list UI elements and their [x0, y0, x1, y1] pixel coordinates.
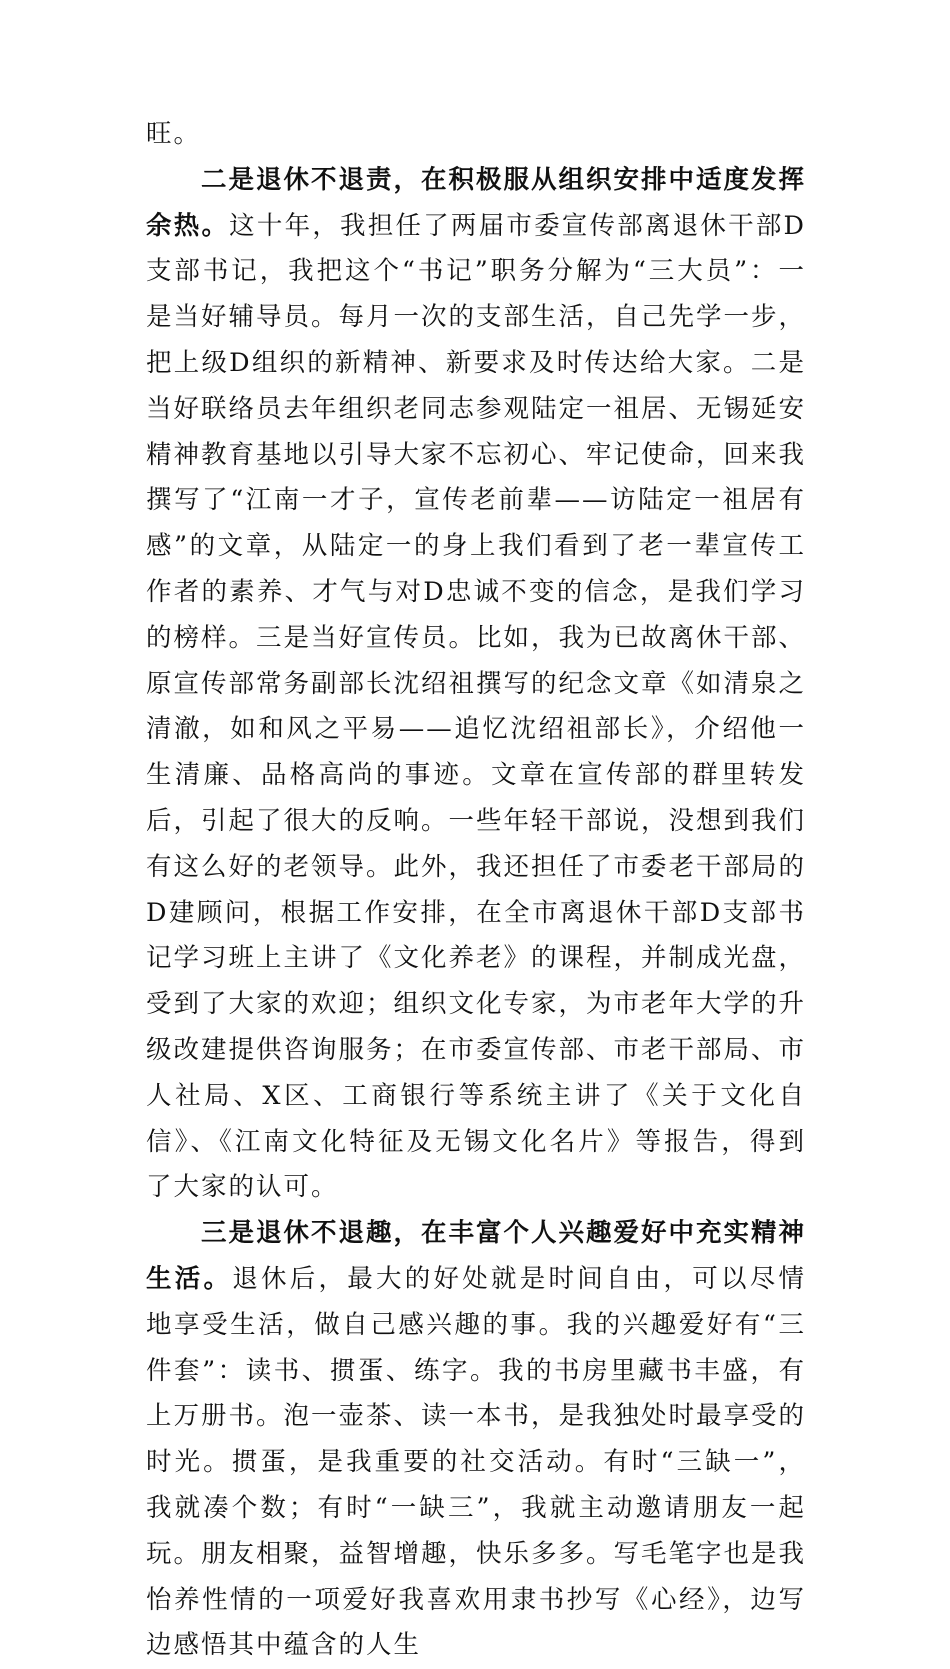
paragraph-continuation: [146, 112, 806, 158]
paragraph-text: 退休后，最大的好处就是时间自由，可以尽情地享受生活，做自己感兴趣的事。我的兴趣爱好有“三件套”：读书、掼蛋、练字。我的书房里藏书丰盛，有上万册书。泡一壶茶、读一本书，是我独处时最享受的时光。掼蛋，是我重要的社交活动。有时“三缺一”，我就凑个数；有时“一缺三”，我就主动邀请朋友一起玩。朋友相聚，益智增趣，快乐多多。写毛笔字也是我怡养性情的一项爱好我喜欢用隶书抄写《心经》，边写边感悟其中蕴含的人生: [146, 1263, 807, 1661]
paragraph-two: [146, 158, 806, 1211]
paragraph-lead: 二是退休不退责，在积极服从组织安排中适度发挥余热。: [146, 164, 807, 241]
paragraph-text: 这十年，我担任了两届市委宣传部离退休干部D支部书记，我把这个“书记”职务分解为“三大员”：一是当好辅导员。每月一次的支部生活，自己先学一步，把上级D组织的新精神、新要求及时传达给大家。二是当好联络员去年组织老同志参观陆定一祖居、无锡延安精神教育基地以引导大家不忘初心、牢记使命，回来我撰写了“江南一才子，宣传老前辈——访陆定一祖居有感”的文章，从陆定一的身上我们看到了老一辈宣传工作者的素养、才气与对D忠诚不变的信念，是我们学习的榜样。三是当好宣传员。比如，我为已故离休干部、原宣传部常务副部长沈绍祖撰写的纪念文章《如清泉之清澈，如和风之平易——追忆沈绍祖部长》，介绍他一生清廉、品格高尚的事迹。文章在宣传部的群里转发后，引起了很大的反响。一些年轻干部说，没想到我们有这么好的老领导。此外，我还担任了市委老干部局的D建顾问，根据工作安排，在全市离退休干部D支部书记学习班上主讲了《文化养老》的课程，并制成光盘，受到了大家的欢迎；组织文化专家，为市老年大学的升级改建提供咨询服务；在市委宣传部、市老干部局、市人社局、X区、工商银行等系统主讲了《关于文化自信》、《江南文化特征及无锡文化名片》等报告，得到了大家的认可。: [146, 210, 807, 1203]
paragraph-text: 旺。: [146, 119, 202, 149]
paragraph-lead: 三是退休不退趣，在丰富个人兴趣爱好中充实精神生活。: [146, 1218, 807, 1294]
paragraph-three: [146, 1211, 806, 1669]
document-body: [146, 112, 806, 1669]
